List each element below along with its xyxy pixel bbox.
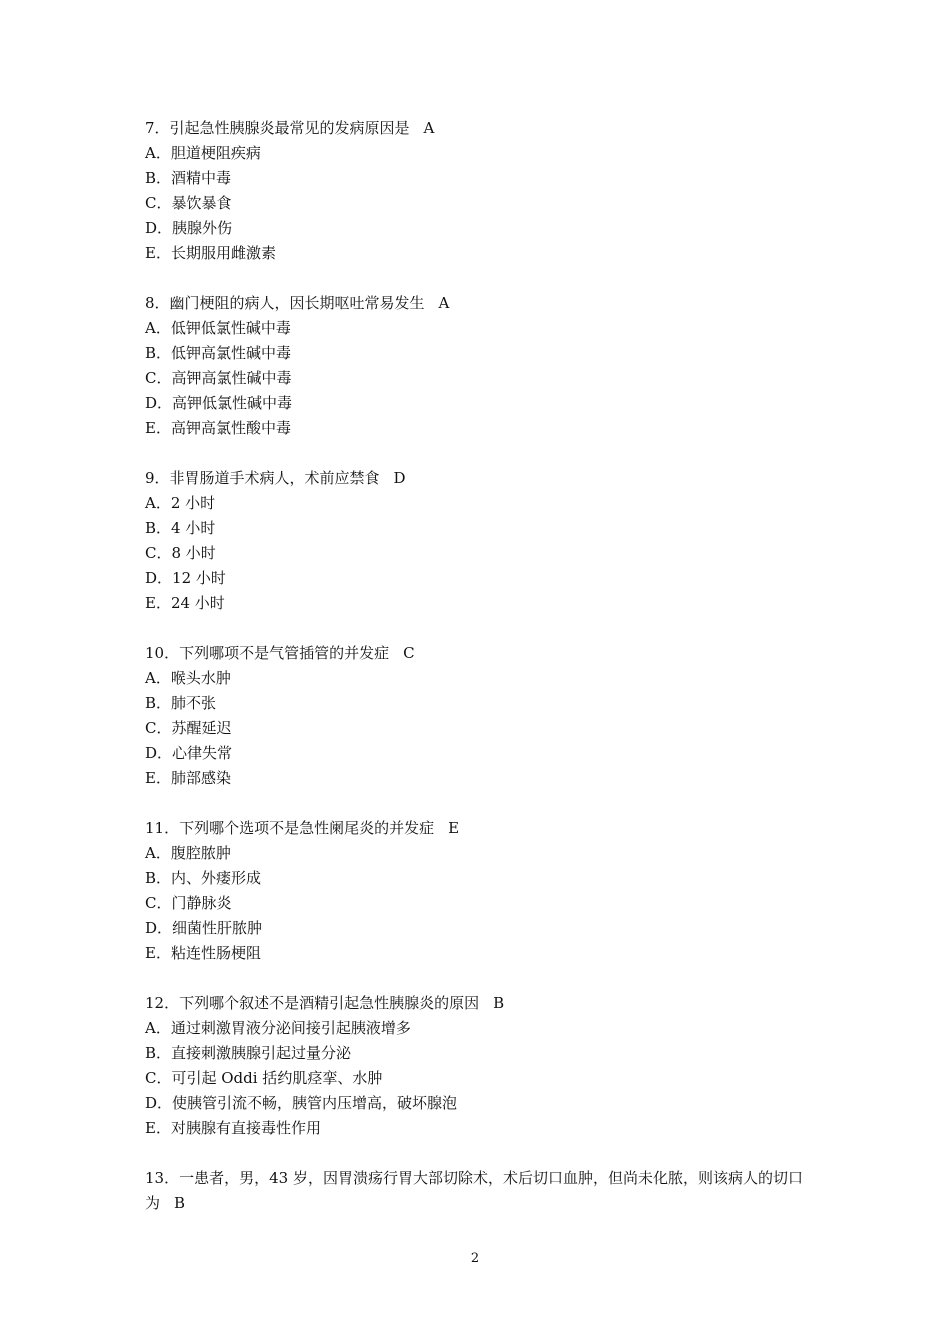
option-d: D．细菌性肝脓肿 — [145, 919, 263, 937]
question-text: 9．非胃肠道手术病人，术前应禁食 — [145, 469, 380, 487]
option-c: C．门静脉炎 — [145, 894, 232, 912]
option-d: D．12 小时 — [145, 569, 226, 587]
option-c: C．8 小时 — [145, 544, 216, 562]
question-text: 13．一患者，男，43 岁，因胃溃疡行胃大部切除术，术后切口血肿，但尚未化脓，则该病人的切口为 — [145, 1169, 803, 1212]
question-9 — [145, 466, 815, 616]
option-c: C．可引起 Oddi 括约肌痉挛、水肿 — [145, 1069, 383, 1087]
question-stem — [145, 991, 815, 1016]
question-8 — [145, 291, 815, 441]
option-a: A．腹腔脓肿 — [145, 844, 231, 862]
question-stem — [145, 291, 815, 316]
option-e: E．粘连性肠梗阻 — [145, 944, 261, 962]
option-b: B．内、外瘘形成 — [145, 869, 262, 887]
question-12 — [145, 991, 815, 1141]
option-d: D．高钾低氯性碱中毒 — [145, 394, 293, 412]
option-c: C．高钾高氯性碱中毒 — [145, 369, 292, 387]
option-a: A．喉头水肿 — [145, 669, 231, 687]
option-b: B．低钾高氯性碱中毒 — [145, 344, 292, 362]
question-text: 11．下列哪个选项不是急性阑尾炎的并发症 — [145, 819, 435, 837]
question-text: 10．下列哪项不是气管插管的并发症 — [145, 644, 390, 662]
option-e: E．24 小时 — [145, 594, 225, 612]
question-10 — [145, 641, 815, 791]
question-answer: A — [423, 119, 435, 137]
question-13 — [145, 1166, 815, 1216]
question-text: 8．幽门梗阻的病人，因长期呕吐常易发生 — [145, 294, 425, 312]
question-text: 12．下列哪个叙述不是酒精引起急性胰腺炎的原因 — [145, 994, 480, 1012]
question-text: 7．引起急性胰腺炎最常见的发病原因是 — [145, 119, 410, 137]
option-d: D．使胰管引流不畅，胰管内压增高，破坏腺泡 — [145, 1094, 458, 1112]
option-e: E．对胰腺有直接毒性作用 — [145, 1119, 321, 1137]
option-d: D．心律失常 — [145, 744, 233, 762]
question-stem — [145, 641, 815, 666]
option-a: A．通过刺激胃液分泌间接引起胰液增多 — [145, 1019, 411, 1037]
question-stem — [145, 1166, 815, 1216]
question-stem — [145, 466, 815, 491]
question-7 — [145, 116, 815, 266]
option-a: A．胆道梗阻疾病 — [145, 144, 261, 162]
question-answer: D — [393, 469, 406, 487]
question-answer: B — [493, 994, 505, 1012]
option-b: B．酒精中毒 — [145, 169, 232, 187]
option-a: A．低钾低氯性碱中毒 — [145, 319, 291, 337]
question-answer: E — [448, 819, 460, 837]
option-b: B．4 小时 — [145, 519, 216, 537]
option-c: C．苏醒延迟 — [145, 719, 232, 737]
option-e: E．高钾高氯性酸中毒 — [145, 419, 291, 437]
option-d: D．胰腺外伤 — [145, 219, 233, 237]
question-list — [145, 116, 815, 1241]
option-c: C．暴饮暴食 — [145, 194, 232, 212]
question-answer: B — [174, 1194, 186, 1212]
question-stem — [145, 116, 815, 141]
question-stem — [145, 816, 815, 841]
option-a: A．2 小时 — [145, 494, 216, 512]
question-answer: A — [438, 294, 450, 312]
question-answer: C — [403, 644, 415, 662]
question-11 — [145, 816, 815, 966]
option-e: E．肺部感染 — [145, 769, 231, 787]
option-b: B．直接刺激胰腺引起过量分泌 — [145, 1044, 352, 1062]
page-number: 2 — [470, 1251, 480, 1266]
option-b: B．肺不张 — [145, 694, 217, 712]
option-e: E．长期服用雌激素 — [145, 244, 276, 262]
